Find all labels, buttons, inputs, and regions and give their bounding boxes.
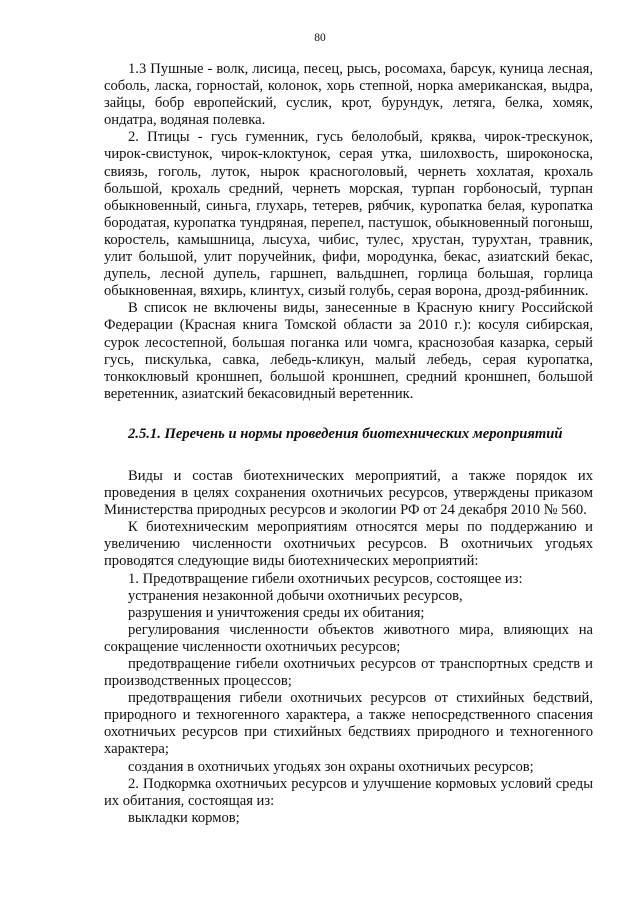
list-item: предотвращение гибели охотничьих ресурсов от транспортных средств и производственных процессов;: [104, 656, 593, 690]
list-item: разрушения и уничтожения среды их обитания;: [128, 604, 425, 621]
section-heading: 2.5.1. Перечень и нормы проведения биотехнических мероприятий: [128, 425, 563, 442]
paragraph-biotech-measures: К биотехническим мероприятиям относятся меры по поддержанию и увеличению численности охотничьих ресурсов. В охотничьих угодьях проводятся следующие виды биотехнических мероприятий:: [104, 519, 593, 570]
paragraph-birds: 2. Птицы - гусь гуменник, гусь белолобый, кряква, чирок-трескунок, чирок-свистунок, чирок-клоктунок, серая утка, шилохвость, широконоска, свиязь, гоголь, луток, нырок красноголовый, чернеть хохлатая, крохаль большой, крохаль средний, чернеть морская, турпан горбоносый, турпан обыкновенный, синьга, глухарь, тетерев, рябчик, куропатка белая, куропатка бородатая, куропатка тундряная, перепел, пастушок, обыкновенный погоныш, коростель, камышница, лысуха, чибис, тулес, хрустан, турухтан, травник, улит большой, улит поручейник, фифи, мородунка, бекас, азиатский бекас, дупель, лесной дупель, гаршнеп, вальдшнеп, горлица большая, горлица обыкновенная, вяхирь, клинтух, сизый голубь, серая ворона, дрозд-рябинник.: [104, 129, 593, 300]
document-body: [104, 61, 593, 827]
list-item: регулирования численности объектов животного мира, влияющих на сокращение численности охотничьих ресурсов;: [104, 621, 593, 655]
paragraph-red-book-exclusions: В список не включены виды, занесенные в Красную книгу Российской Федерации (Красная книга Томской области за 2010 г.): косуля сибирская, сурок лесостепной, большая поганка или чомга, краснозобая казарка, серый гусь, пискулька, савка, лебедь-кликун, малый лебедь, серая куропатка, тонкоклювый кроншнеп, большой кроншнеп, средний кроншнеп, большой веретенник, азиатский бекасовидный веретенник.: [104, 300, 593, 402]
list-item: создания в охотничьих угодьях зон охраны охотничьих ресурсов;: [128, 758, 534, 775]
list-item: предотвращения гибели охотничьих ресурсов от стихийных бедствий, природного и техногенного характера, а также непосредственного спасения охотничьих ресурсов при стихийных бедствиях природного и техногенного характера;: [104, 690, 593, 758]
list-item: 1. Предотвращение гибели охотничьих ресурсов, состоящее из:: [128, 570, 523, 587]
paragraph-fur-animals: 1.3 Пушные - волк, лисица, песец, рысь, росомаха, барсук, куница лесная, соболь, ласка, горностай, колонок, хорь степной, норка американская, выдра, зайцы, бобр европейский, суслик, крот, бурундук, летяга, белка, хомяк, ондатра, водяная полевка.: [104, 61, 593, 129]
page-number: 80: [314, 32, 326, 44]
list-item: 2. Подкормка охотничьих ресурсов и улучшение кормовых условий среды их обитания, состоящая из:: [104, 775, 593, 809]
paragraph-biotech-types: Виды и состав биотехнических мероприятий, а также порядок их проведения в целях сохранения охотничьих ресурсов, утверждены приказом Министерства природных ресурсов и экологии РФ от 24 декабря 2010 № 560.: [104, 467, 593, 519]
list-item: устранения незаконной добычи охотничьих ресурсов,: [128, 587, 463, 604]
list-item: выкладки кормов;: [128, 809, 240, 826]
